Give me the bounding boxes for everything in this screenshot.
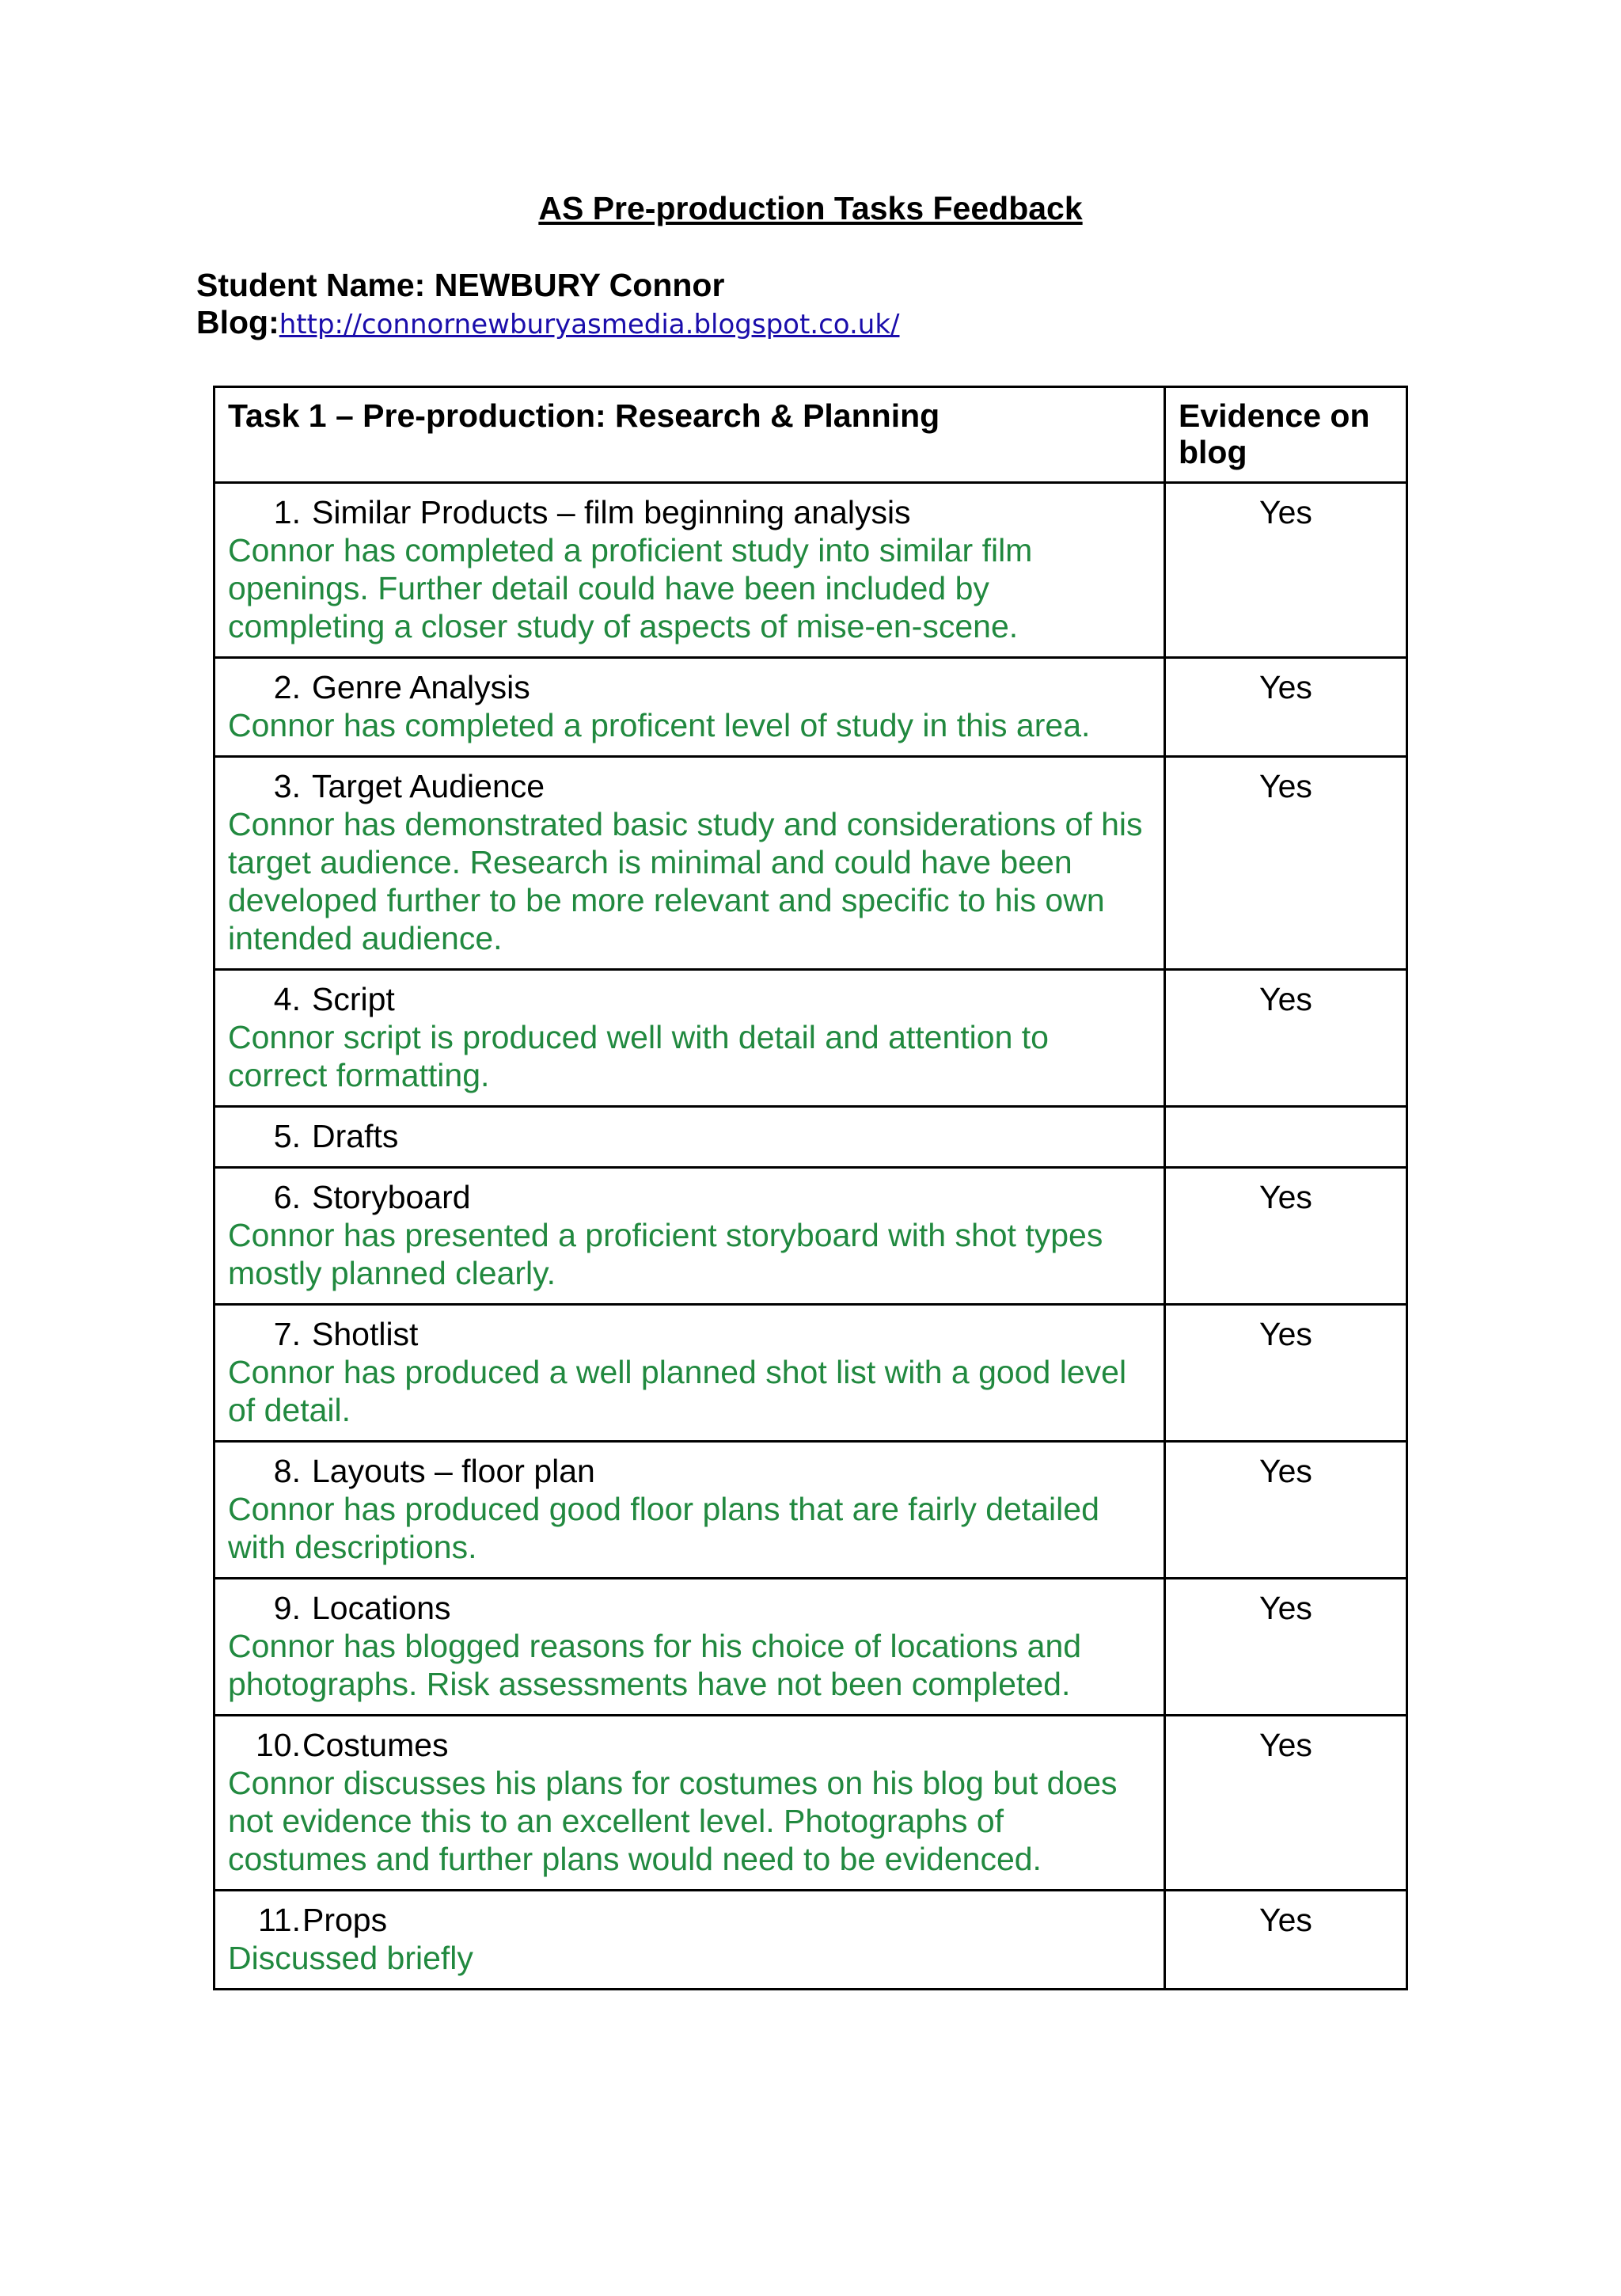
task-name: Shotlist — [312, 1316, 419, 1352]
task-name: Costumes — [302, 1727, 449, 1763]
table-header-row — [214, 387, 1407, 483]
task-rows — [214, 483, 1407, 1990]
evidence-cell: Yes — [1165, 1305, 1407, 1442]
task-feedback: Connor has produced good floor plans that are fairly detailed with descriptions. — [228, 1491, 1099, 1565]
task-number: 11. — [258, 1902, 301, 1938]
evidence-cell: Yes — [1165, 658, 1407, 757]
blog-link[interactable]: http://connornewburyasmedia.blogspot.co.uk/ — [279, 309, 900, 340]
task-heading — [253, 1901, 1151, 1939]
table-row — [214, 658, 1407, 757]
task-heading — [253, 1726, 1151, 1764]
task-heading — [253, 1315, 1151, 1353]
table-row — [214, 1716, 1407, 1891]
task-number: 5. — [273, 1118, 301, 1154]
evidence-cell: Yes — [1165, 1168, 1407, 1305]
header-task: Task 1 – Pre-production: Research & Planning — [214, 387, 1165, 483]
task-feedback: Connor script is produced well with detail and attention to correct formatting. — [228, 1019, 1049, 1093]
task-name: Storyboard — [312, 1179, 471, 1215]
evidence-cell: Yes — [1165, 1579, 1407, 1716]
table-row — [214, 1891, 1407, 1990]
student-name-label: Student Name: — [196, 267, 426, 303]
task-feedback: Connor has completed a proficent level of study in this area. — [228, 707, 1091, 743]
task-feedback: Connor has completed a proficient study into similar film openings. Further detail could have been included by completing a closer study of aspects of mise-en-scene. — [228, 532, 1033, 644]
task-number: 8. — [273, 1453, 301, 1489]
task-cell — [214, 1442, 1165, 1579]
evidence-cell: Yes — [1165, 483, 1407, 658]
task-feedback: Connor has presented a proficient storyboard with shot types mostly planned clearly. — [228, 1217, 1103, 1291]
evidence-cell: Yes — [1165, 1891, 1407, 1990]
evidence-cell: Yes — [1165, 1716, 1407, 1891]
task-number: 9. — [273, 1590, 301, 1626]
page-title: AS Pre-production Tasks Feedback — [538, 190, 1083, 226]
task-heading — [253, 668, 1151, 706]
table-row — [214, 1442, 1407, 1579]
task-name: Genre Analysis — [312, 669, 530, 705]
task-cell — [214, 970, 1165, 1107]
task-number: 7. — [273, 1316, 301, 1352]
evidence-cell: Yes — [1165, 757, 1407, 970]
evidence-cell: Yes — [1165, 970, 1407, 1107]
table-row — [214, 1107, 1407, 1168]
task-name: Locations — [312, 1590, 451, 1626]
task-name: Similar Products – film beginning analysis — [312, 494, 911, 530]
task-number: 6. — [273, 1179, 301, 1215]
task-cell — [214, 1716, 1165, 1891]
task-cell — [214, 483, 1165, 658]
task-name: Layouts – floor plan — [312, 1453, 595, 1489]
table-row — [214, 1579, 1407, 1716]
task-heading — [253, 1589, 1151, 1627]
student-name-line — [196, 267, 724, 304]
blog-label: Blog: — [196, 304, 279, 340]
table-row — [214, 970, 1407, 1107]
task-name: Drafts — [312, 1118, 399, 1154]
task-feedback: Connor has produced a well planned shot list with a good level of detail. — [228, 1354, 1127, 1428]
task-feedback: Connor discusses his plans for costumes on his blog but does not evidence this to an excellent level. Photographs of costumes and further plans would need to be evidenced. — [228, 1765, 1118, 1877]
student-name-value: NEWBURY Connor — [434, 267, 725, 303]
table-row — [214, 757, 1407, 970]
task-name: Props — [302, 1902, 388, 1938]
task-heading — [253, 767, 1151, 805]
task-cell — [214, 1891, 1165, 1990]
task-heading — [253, 1452, 1151, 1490]
evidence-cell: Yes — [1165, 1442, 1407, 1579]
task-cell — [214, 757, 1165, 970]
task-cell — [214, 1579, 1165, 1716]
task-name: Script — [312, 981, 395, 1017]
task-number: 1. — [273, 494, 301, 530]
task-feedback: Connor has blogged reasons for his choice of locations and photographs. Risk assessments have not been completed. — [228, 1628, 1082, 1702]
task-feedback-table — [213, 386, 1408, 1990]
table-row — [214, 1168, 1407, 1305]
task-heading — [253, 980, 1151, 1018]
task-number: 10. — [256, 1727, 301, 1763]
header-evidence: Evidence on blog — [1165, 387, 1407, 483]
task-cell — [214, 1168, 1165, 1305]
task-heading — [253, 1117, 1151, 1155]
task-cell — [214, 1305, 1165, 1442]
task-number: 2. — [273, 669, 301, 705]
task-feedback: Discussed briefly — [228, 1940, 473, 1976]
table-row — [214, 483, 1407, 658]
evidence-cell — [1165, 1107, 1407, 1168]
task-number: 3. — [273, 768, 301, 804]
task-number: 4. — [273, 981, 301, 1017]
task-feedback: Connor has demonstrated basic study and considerations of his target audience. Research is minimal and could have been developed further to be more relevant and specific to his own intended audience. — [228, 806, 1143, 956]
task-cell — [214, 1107, 1165, 1168]
task-heading — [253, 1178, 1151, 1216]
blog-line — [196, 304, 900, 341]
task-cell — [214, 658, 1165, 757]
table-row — [214, 1305, 1407, 1442]
task-heading — [253, 493, 1151, 531]
task-name: Target Audience — [312, 768, 545, 804]
